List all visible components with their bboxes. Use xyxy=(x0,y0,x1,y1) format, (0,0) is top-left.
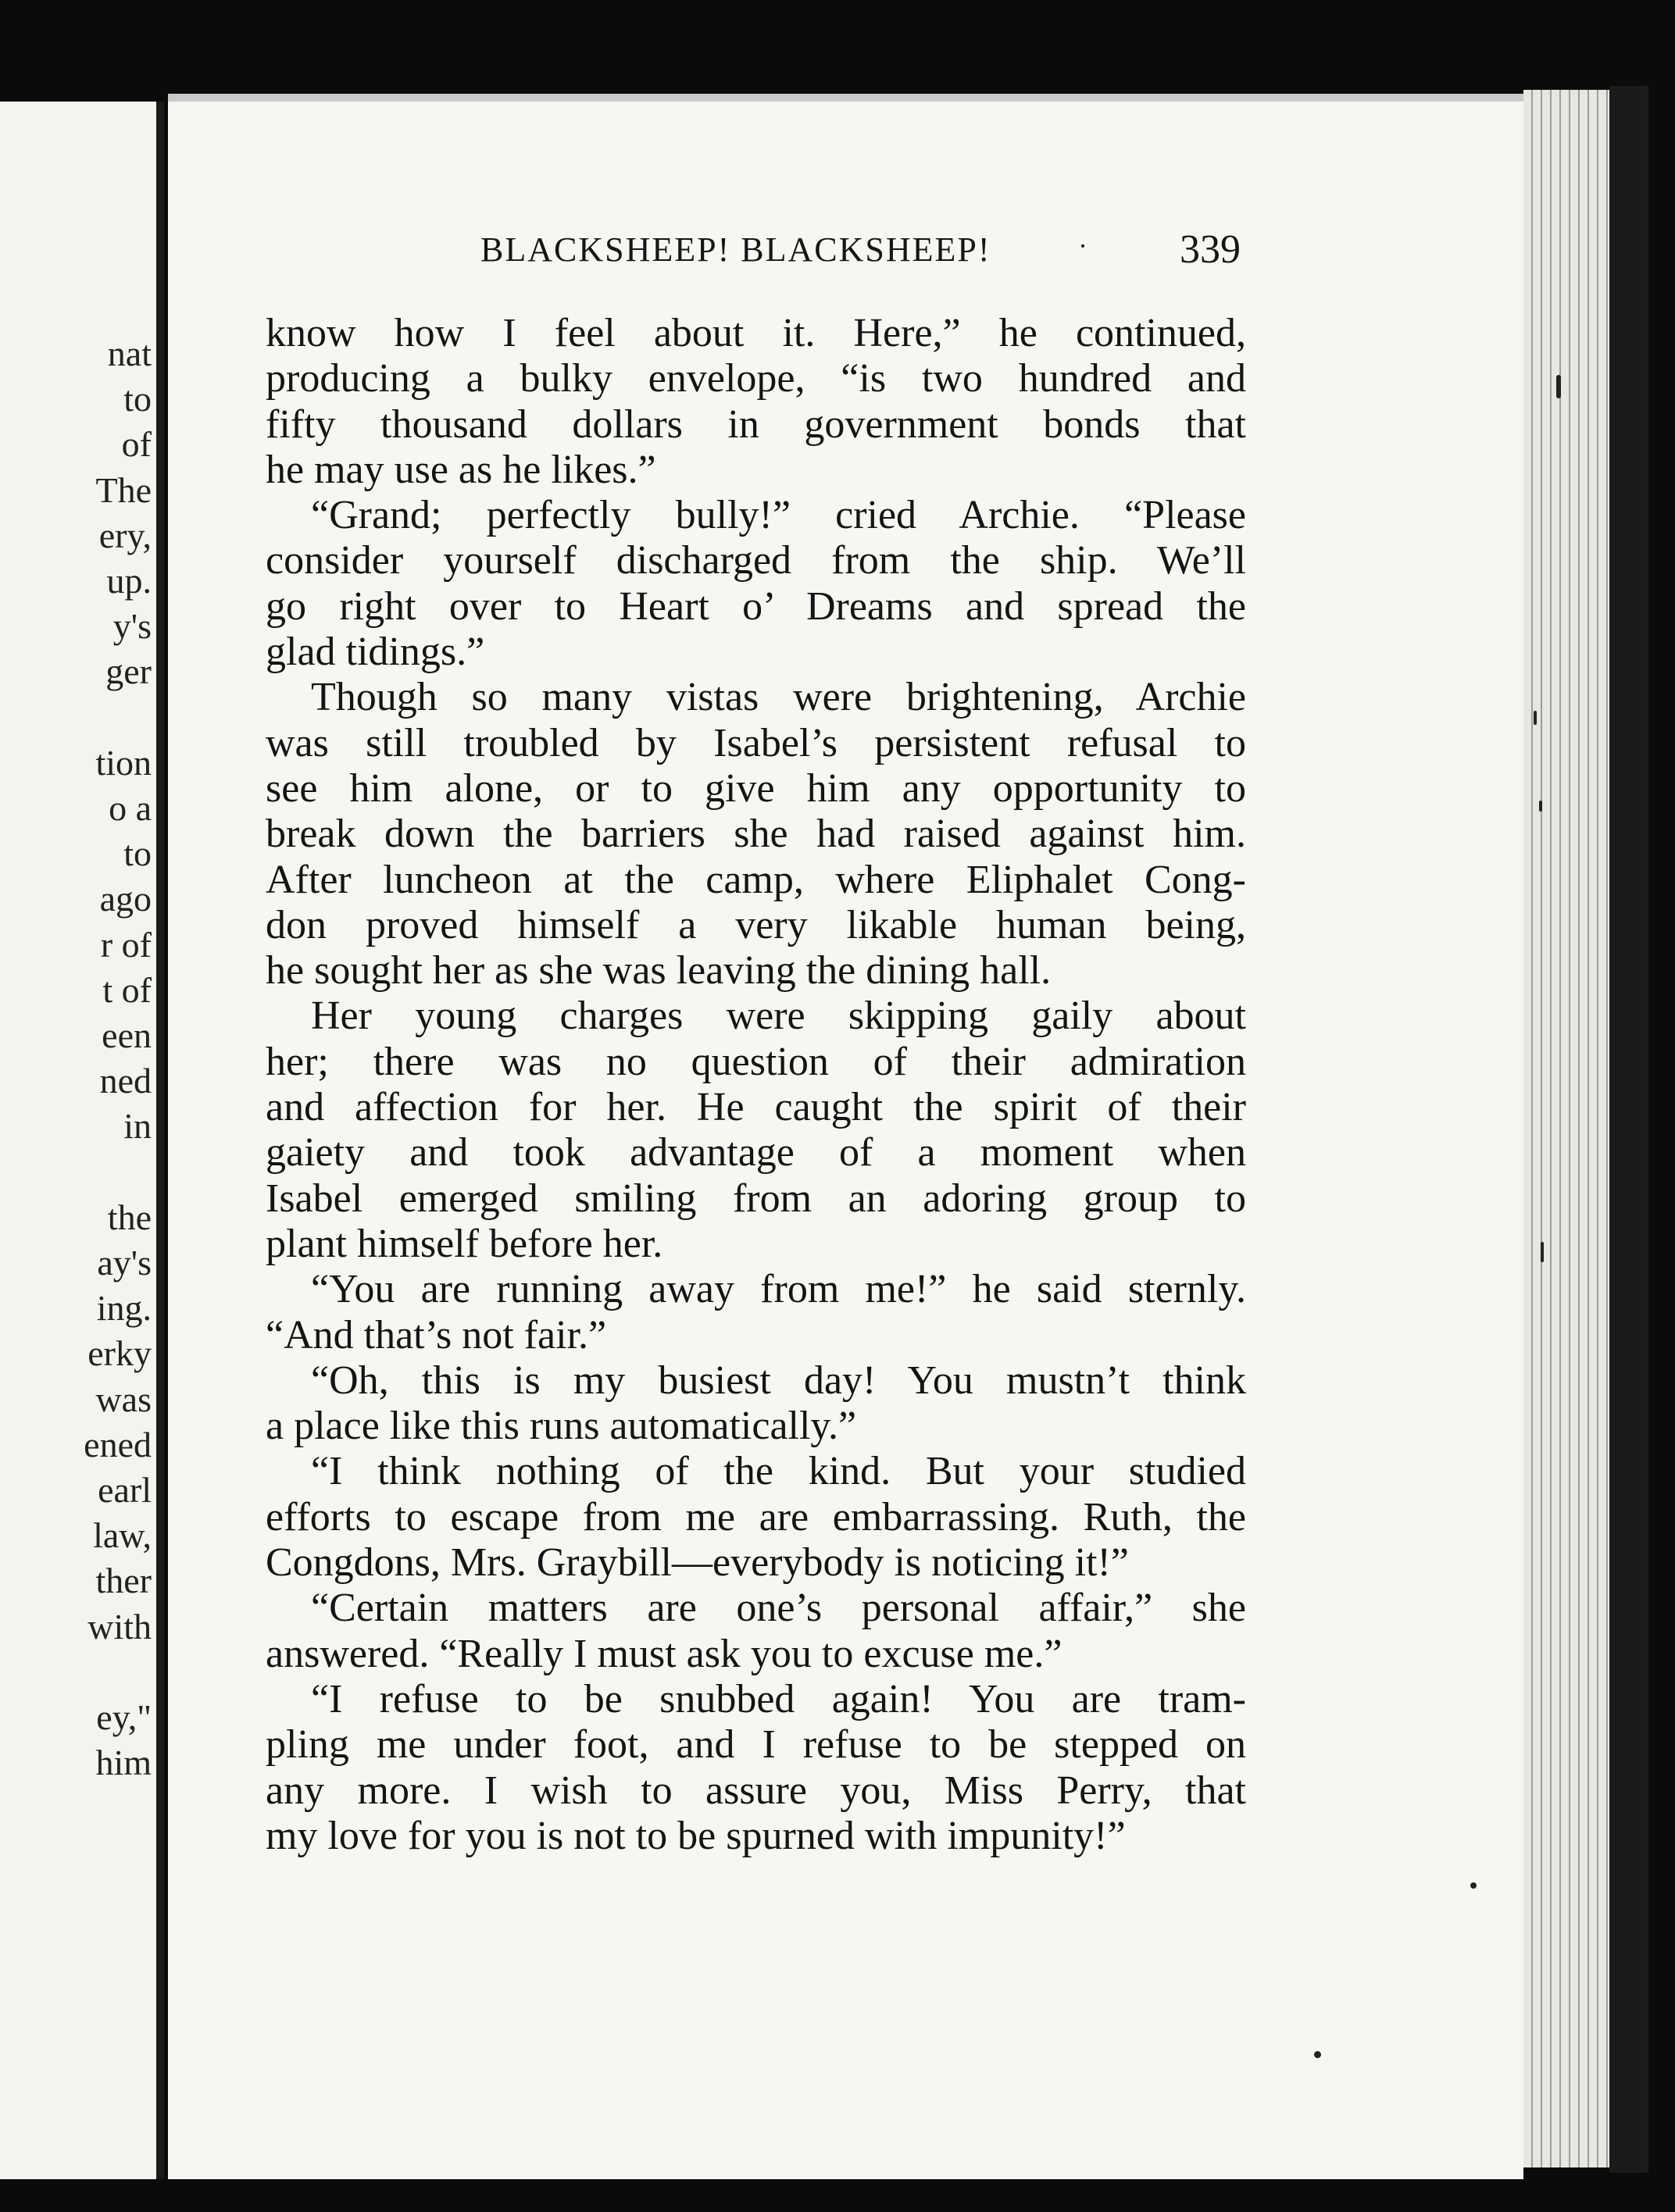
facing-page-line: in xyxy=(123,1106,152,1147)
text-line: “Oh, this is my busiest day! You mustn’t think xyxy=(311,1358,1246,1403)
facing-page-line: law, xyxy=(93,1515,152,1556)
text-line: “I think nothing of the kind. But your studied xyxy=(311,1449,1246,1494)
text-line: was still troubled by Isabel’s persistent refusal to xyxy=(266,720,1246,765)
facing-page-line: with xyxy=(88,1606,152,1647)
facing-page-line: r of xyxy=(100,924,152,965)
facing-page-line: of xyxy=(121,424,152,465)
running-head-title: BLACKSHEEP! BLACKSHEEP! xyxy=(480,230,991,269)
text-line: “You are running away from me!” he said sternly. xyxy=(311,1267,1246,1312)
text-line: gaiety and took advantage of a moment when xyxy=(266,1130,1246,1176)
text-line: break down the barriers she had raised against him. xyxy=(266,812,1246,857)
page-edges xyxy=(1523,90,1609,2167)
facing-page-line: ened xyxy=(84,1424,152,1465)
facing-page-line: ay's xyxy=(97,1243,152,1283)
scan-speck xyxy=(1534,711,1537,725)
text-line: and affection for her. He caught the spirit of their xyxy=(266,1085,1246,1130)
text-line: he may use as he likes.” xyxy=(266,447,656,492)
body-text xyxy=(266,311,1246,1859)
facing-page-line: ing. xyxy=(96,1288,152,1329)
text-line: answered. “Really I must ask you to excuse me.” xyxy=(266,1631,1062,1676)
binding-shadow xyxy=(1609,86,1648,2173)
facing-page-line: ery, xyxy=(98,515,152,555)
facing-page-line: nat xyxy=(107,334,152,373)
facing-page-line: earl xyxy=(98,1470,152,1510)
scan-speck xyxy=(1556,375,1561,398)
facing-page-line: him xyxy=(95,1743,152,1783)
text-line: plant himself before her. xyxy=(266,1221,663,1266)
running-head-separator: · xyxy=(1078,230,1088,262)
scan-speck xyxy=(1470,1882,1477,1889)
facing-page-line: The xyxy=(95,469,152,510)
text-line: “I refuse to be snubbed again! You are tram- xyxy=(311,1676,1246,1721)
facing-page-line: erky xyxy=(88,1333,152,1374)
scan-speck xyxy=(1541,1242,1544,1262)
text-line: Though so many vistas were brightening, Archie xyxy=(311,675,1246,720)
text-line: go right over to Heart o’ Dreams and spread the xyxy=(266,583,1246,629)
text-line: a place like this runs automatically.” xyxy=(266,1404,857,1449)
running-head xyxy=(309,227,1258,281)
facing-page-line: ago xyxy=(99,879,152,919)
text-line: Congdons, Mrs. Graybill—everybody is noticing it!” xyxy=(266,1540,1129,1586)
text-line: After luncheon at the camp, where Eliphalet Cong- xyxy=(266,857,1246,902)
facing-page-line: to xyxy=(123,379,152,419)
text-line: he sought her as she was leaving the dining hall. xyxy=(266,948,1052,994)
facing-page-line: tion xyxy=(95,742,152,783)
facing-page-line: ned xyxy=(99,1061,152,1101)
facing-page-line: was xyxy=(95,1379,152,1419)
facing-page-line: ey," xyxy=(96,1697,152,1737)
text-line: efforts to escape from me are embarrassing. Ruth, the xyxy=(266,1494,1246,1539)
facing-page-line: een xyxy=(102,1015,152,1055)
text-line: glad tidings.” xyxy=(266,630,485,675)
text-line: her; there was no question of their admiration xyxy=(266,1039,1246,1084)
text-line: see him alone, or to give him any opportunity to xyxy=(266,765,1246,811)
facing-page-line: ther xyxy=(95,1561,152,1601)
text-line: producing a bulky envelope, “is two hundred and xyxy=(266,356,1246,401)
text-line: know how I feel about it. Here,” he continued, xyxy=(266,311,1246,355)
text-line: my love for you is not to be spurned with impunity!” xyxy=(266,1813,1126,1858)
text-line: “Certain matters are one’s personal affair,” she xyxy=(311,1586,1246,1631)
text-line: don proved himself a very likable human being, xyxy=(266,902,1246,947)
text-line: any more. I wish to assure you, Miss Perry, that xyxy=(266,1768,1246,1813)
facing-page-line: t of xyxy=(102,969,152,1010)
scan-speck xyxy=(1539,801,1542,812)
facing-page-line: y's xyxy=(112,606,152,647)
text-line: “Grand; perfectly bully!” cried Archie. “Please xyxy=(311,493,1246,538)
facing-page-line: to xyxy=(123,833,152,874)
text-line: consider yourself discharged from the ship. We’ll xyxy=(266,538,1246,583)
text-line: “And that’s not fair.” xyxy=(266,1312,607,1358)
text-line: pling me under foot, and I refuse to be stepped on xyxy=(266,1722,1246,1768)
text-line: Her young charges were skipping gaily about xyxy=(311,994,1246,1039)
facing-page-fragment xyxy=(0,102,164,2179)
facing-page-line: up. xyxy=(106,561,152,601)
text-line: fifty thousand dollars in government bonds that xyxy=(266,401,1246,447)
facing-page-line: the xyxy=(107,1197,152,1237)
facing-page-line: o a xyxy=(109,788,152,828)
page-number: 339 xyxy=(1180,227,1241,272)
facing-page-line: ger xyxy=(105,651,152,692)
text-line: Isabel emerged smiling from an adoring group to xyxy=(266,1176,1246,1221)
scan-speck xyxy=(1314,2051,1321,2058)
